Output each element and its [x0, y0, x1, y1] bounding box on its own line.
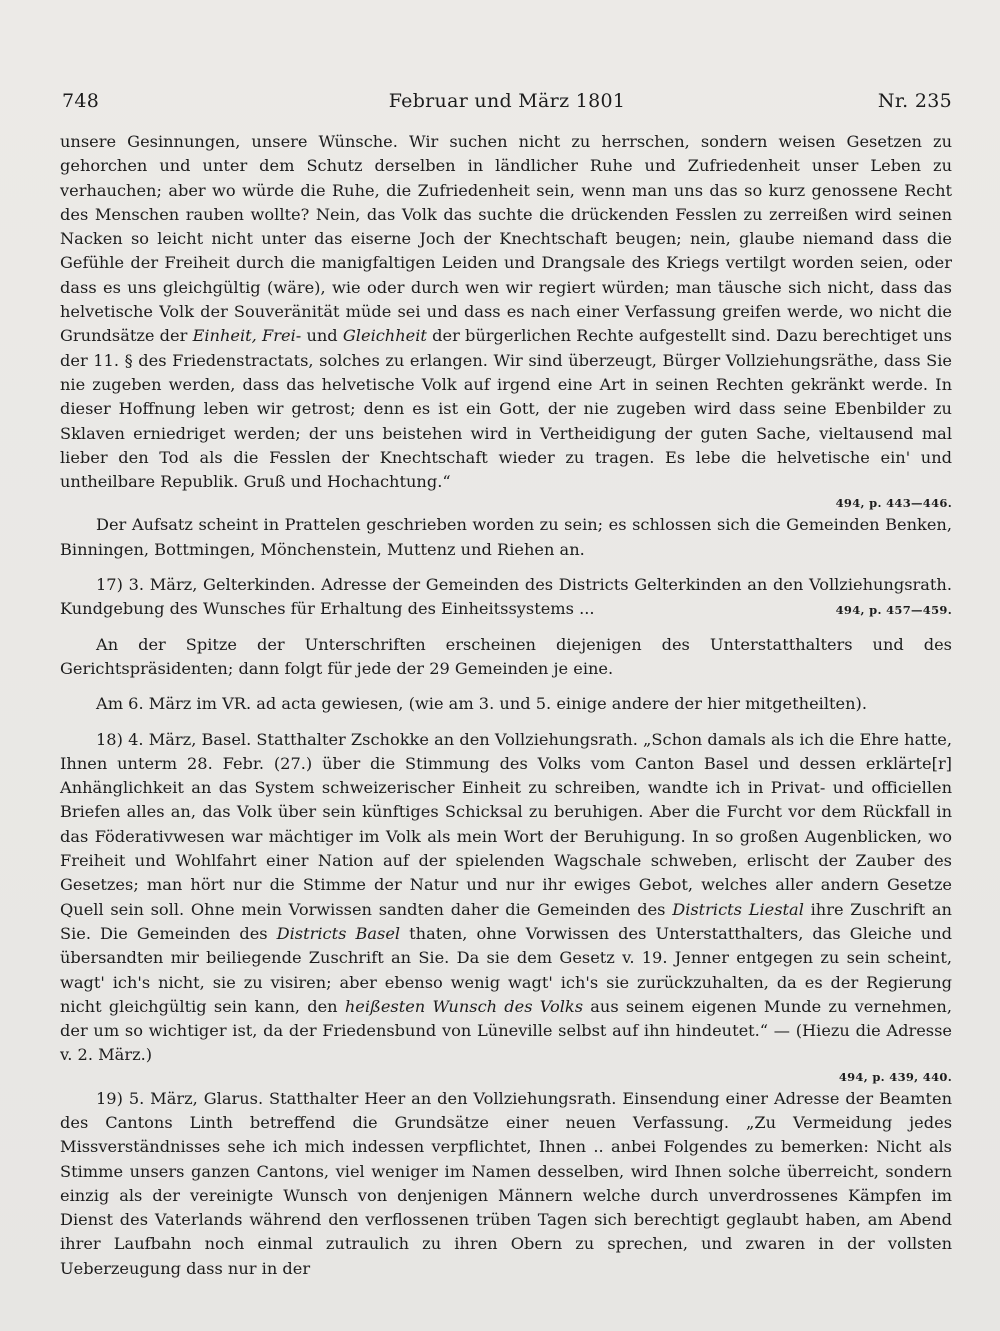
paragraph-letter-continuation	[60, 130, 952, 494]
document-number: Nr. 235	[877, 90, 952, 112]
page-number: 748	[62, 90, 100, 112]
paragraph-entry-17	[60, 573, 952, 622]
paragraph-vr-note: Am 6. März im VR. ad acta gewiesen, (wie am 3. und 5. einige andere der hier mitgetheilten).	[96, 694, 867, 714]
text-run: thaten, ohne Vorwissen des Unterstatthalters, das Gleiche und übersandten mir beiliegende Zuschrift an Sie. Da sie dem Gesetz v. 19. Jenner entgegen zu sein scheint, wagt' ich's nicht, sie zu visiren; aber ebenso wenig wagt' ich's sie zurückzuhalten, da es der Regierung nicht gleichgültig sein kann, den	[60, 923, 953, 1016]
text-run: 18) 4. März, Basel. Statthalter Zschokke an den Vollziehungsrath. „Schon damals als ich die Ehre hatte, Ihnen unterm 28. Febr. (27.) über die Stimmung des Volks vom Canton Basel und dessen erklärte[r] Anhänglichkeit an das System schweizerischer Einheit zu schreiben, wandte ich in Privat- und officiellen Briefen alles an, das Volk über sein künftiges Schicksal zu beruhigen. Aber die Furcht vor dem Rückfall in das Föderativwesen war mächtiger im Volk als mein Wort der Beruhigung. In so großen Augenblicken, wo Freiheit und Wohlfahrt einer Nation auf der spielenden Wagschale schweben, erlischt der Zauber des Gesetzes; man hört nur die Stimme der Natur und nur ihr ewiges Gebot, welches aller andern Gesetze Quell sein soll. Ohne mein Vorwissen sandten daher die Gemeinden des	[60, 729, 952, 919]
text-run: aus seinem eigenen Munde zu vernehmen, der um so wichtiger ist, da der Friedensbund von Lüneville selbst auf ihn hindeutet.“ — (Hiezu die Adresse v. 2. März.)	[60, 996, 952, 1065]
source-reference: 494, p. 457—459.	[835, 603, 952, 618]
text-run: ihre Zuschrift an Sie. Die Gemeinden des	[60, 899, 952, 943]
paragraph-entry-19: 19) 5. März, Glarus. Statthalter Heer an den Vollziehungsrath. Einsendung einer Adresse der Beamten des Cantons Linth betreffend die Grundsätze einer neuen Verfassung. „Zu Vermeidung jedes Missverständnisses sehe ich mich indessen verpflichtet, Ihnen .. anbei Folgendes zu bemerken: Nicht als Stimme unsers ganzen Cantons, viel weniger im Namen desselben, wird Ihnen solche überreicht, sondern einzig als der vereinigte Wunsch von denjenigen Männern welche durch unverdrossenes Kämpfen im Dienst des Vaterlands während den verflossenen trüben Tagen sich berechtigt geglaubt haben, am Abend ihrer Laufbahn noch einmal zutraulich zu ihren Obern zu sprechen, und zwaren in der vollsten Ueberzeugung dass nur in der	[60, 1088, 952, 1278]
source-reference: 494, p. 439, 440.	[838, 1069, 952, 1084]
emphasis: Gleichheit	[342, 326, 427, 346]
running-header	[62, 90, 952, 118]
paragraph-note: Der Aufsatz scheint in Prattelen geschrieben worden zu sein; es schlossen sich die Gemeinden Benken, Binningen, Bottmingen, Mönchenstein, Muttenz und Riehen an.	[60, 515, 952, 559]
paragraph-signatures-note: An der Spitze der Unterschriften erscheinen diejenigen des Unterstatthalters und des Gerichtspräsidenten; dann folgt für jede der 29 Gemeinden je eine.	[60, 634, 952, 678]
text-run: der bürgerlichen Rechte aufgestellt sind. Dazu berechtiget uns der 11. § des Friedenstractats, solches zu erlangen. Wir sind überzeugt, Bürger Vollziehungsräthe, dass Sie nie zugeben werden, dass das helvetische Volk auf irgend eine Art in seinen Rechten gekränkt werde. In dieser Hoffnung leben wir getrost; denn es ist ein Gott, der nie zugeben wird dass seine Ebenbilder zu Sklaven erniedriget werden; der uns beistehen wird in Vertheidigung der guten Sache, vieltausend mal lieber den Tod als die Fesslen der Knechtschaft wieder zu tragen. Es lebe die helvetische ein' und untheilbare Republik. Gruß und Hochachtung.“	[60, 326, 952, 492]
text-run: unsere Gesinnungen, unsere Wünsche. Wir suchen nicht zu herrschen, sondern weisen Gesetzen zu gehorchen und unter dem Schutz derselben in ländlicher Ruhe und Zufriedenheit unser Leben zu verhauchen; aber wo würde die Ruhe, die Zufriedenheit sein, wenn man uns das so kurz genossene Recht des Menschen rauben wollte? Nein, das Volk das suchte die drückenden Fesslen zu zerreißen wird seinen Nacken so leicht nicht unter das eiserne Joch der Knechtschaft beugen; nein, glaube niemand dass die Gefühle der Freiheit durch die manigfaltigen Leiden und Drangsale des Kriegs vertilgt worden seien, oder dass es uns gleichgültig (wäre), wie oder durch wen wir regiert würden; man täusche sich nicht, dass das helvetische Volk der Souveränität müde sei und dass es nach einer Verfassung greifen werde, wo nicht die Grundsätze der	[60, 132, 952, 346]
text-run: und	[301, 326, 343, 346]
paragraph-entry-18	[60, 728, 952, 1068]
text-run: 17) 3. März, Gelterkinden. Adresse der Gemeinden des Districts Gelterkinden an den Vollziehungsrath. Kundgebung des Wunsches für Erhaltung des Einheitssystems ...	[60, 575, 952, 619]
page-body	[60, 130, 952, 1281]
source-reference: 494, p. 443—446.	[835, 496, 952, 511]
emphasis: heißesten Wunsch des Volks	[344, 996, 584, 1016]
running-title: Februar und März 1801	[388, 90, 626, 112]
emphasis: Einheit, Frei-	[192, 326, 302, 346]
emphasis: Districts Liestal	[672, 899, 804, 919]
emphasis: Districts Basel	[276, 923, 401, 943]
